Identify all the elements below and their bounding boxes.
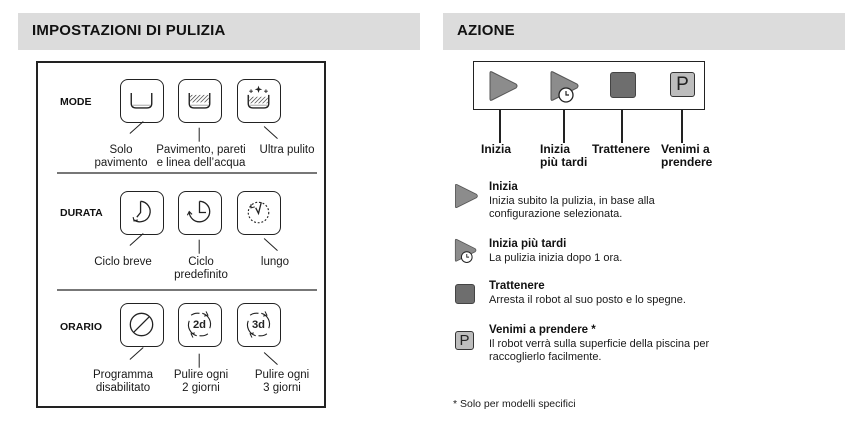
play-icon[interactable] (487, 70, 519, 102)
schedule-disabled-icon (121, 304, 162, 345)
mode-row-label: MODE (60, 96, 92, 108)
leader-line (264, 352, 278, 365)
every-2-days-icon (179, 304, 220, 345)
cleaning-settings-header (18, 13, 420, 50)
leader-line (264, 238, 278, 251)
play-later-icon (453, 238, 479, 264)
leader-line (130, 347, 144, 360)
row-divider (57, 289, 317, 291)
schedule-every-2-days-button[interactable] (178, 303, 222, 347)
schedule-every-2-days-label: Pulire ogni 2 giorni (173, 369, 229, 394)
mode-ultra-clean-label: Ultra pulito (259, 144, 315, 156)
hold-label: Trattenere (592, 142, 651, 156)
mode-floor-only-label: Solo pavimento (94, 144, 148, 169)
schedule-disabled-label: Programma disabilitato (92, 369, 154, 394)
hold-desc-title: Trattenere (489, 280, 545, 292)
hold-desc-text: Arresta il robot al suo posto e lo spegne. (489, 294, 686, 306)
pickup-desc-title: Venimi a prendere * (489, 324, 596, 336)
schedule-row-label: ORARIO (60, 321, 102, 333)
action-button-bar (473, 61, 705, 110)
short-cycle-icon (121, 192, 162, 233)
mode-floor-walls-label: Pavimento, pareti e linea dell’acqua (156, 144, 246, 169)
mode-ultra-clean-button[interactable] (237, 79, 281, 123)
ultra-clean-icon (238, 80, 279, 121)
leader-line (499, 110, 501, 143)
schedule-every-3-days-button[interactable] (237, 303, 281, 347)
svg-text:3d: 3d (251, 319, 266, 332)
leader-line (621, 110, 623, 143)
start-later-desc-title: Inizia più tardi (489, 238, 567, 250)
start-label: Inizia (481, 142, 512, 156)
leader-line (130, 121, 144, 134)
footnote: * Solo per modelli specifici (453, 398, 576, 410)
mode-floor-walls-button[interactable] (178, 79, 222, 123)
default-cycle-icon (179, 192, 220, 233)
pickup-label: Venimi a prendere (661, 142, 713, 169)
every-3-days-icon (238, 304, 279, 345)
action-title: AZIONE (457, 22, 515, 39)
leader-line (264, 126, 278, 139)
play-icon (453, 183, 479, 209)
leader-line (198, 128, 199, 142)
pickup-icon: P (455, 331, 474, 350)
duration-row-label: DURATA (60, 207, 103, 219)
duration-long-button[interactable] (237, 191, 281, 235)
duration-long-label: lungo (260, 256, 290, 268)
start-later-label: Inizia più tardi (540, 142, 588, 169)
stop-icon[interactable] (610, 72, 636, 98)
duration-default-label: Ciclo predefinito (174, 256, 228, 281)
leader-line (563, 110, 565, 143)
duration-default-button[interactable] (178, 191, 222, 235)
mode-floor-only-button[interactable] (120, 79, 164, 123)
svg-text:2d: 2d (192, 319, 207, 332)
leader-line (198, 240, 199, 254)
stop-icon (455, 284, 475, 304)
leader-line (198, 354, 199, 368)
start-desc-title: Inizia (489, 181, 518, 193)
floor-walls-waterline-icon (179, 80, 220, 121)
schedule-every-3-days-label: Pulire ogni 3 giorni (254, 369, 310, 394)
leader-line (130, 233, 144, 246)
schedule-disabled-button[interactable] (120, 303, 164, 347)
start-later-desc-text: La pulizia inizia dopo 1 ora. (489, 252, 623, 264)
pickup-desc-text: Il robot verrà sulla superficie della piscina per raccoglierlo facilmente. (489, 338, 710, 363)
duration-short-label: Ciclo breve (94, 256, 152, 268)
pickup-icon[interactable]: P (670, 72, 695, 97)
duration-short-button[interactable] (120, 191, 164, 235)
leader-line (681, 110, 683, 143)
play-later-icon[interactable] (548, 70, 582, 104)
long-cycle-icon (238, 192, 279, 233)
cleaning-settings-panel (36, 61, 326, 408)
floor-only-icon (121, 80, 162, 121)
start-desc-text: Inizia subito la pulizia, in base alla configurazione selezionata. (489, 195, 655, 220)
cleaning-settings-title: IMPOSTAZIONI DI PULIZIA (32, 22, 226, 39)
action-header (443, 13, 845, 50)
row-divider (57, 172, 317, 174)
